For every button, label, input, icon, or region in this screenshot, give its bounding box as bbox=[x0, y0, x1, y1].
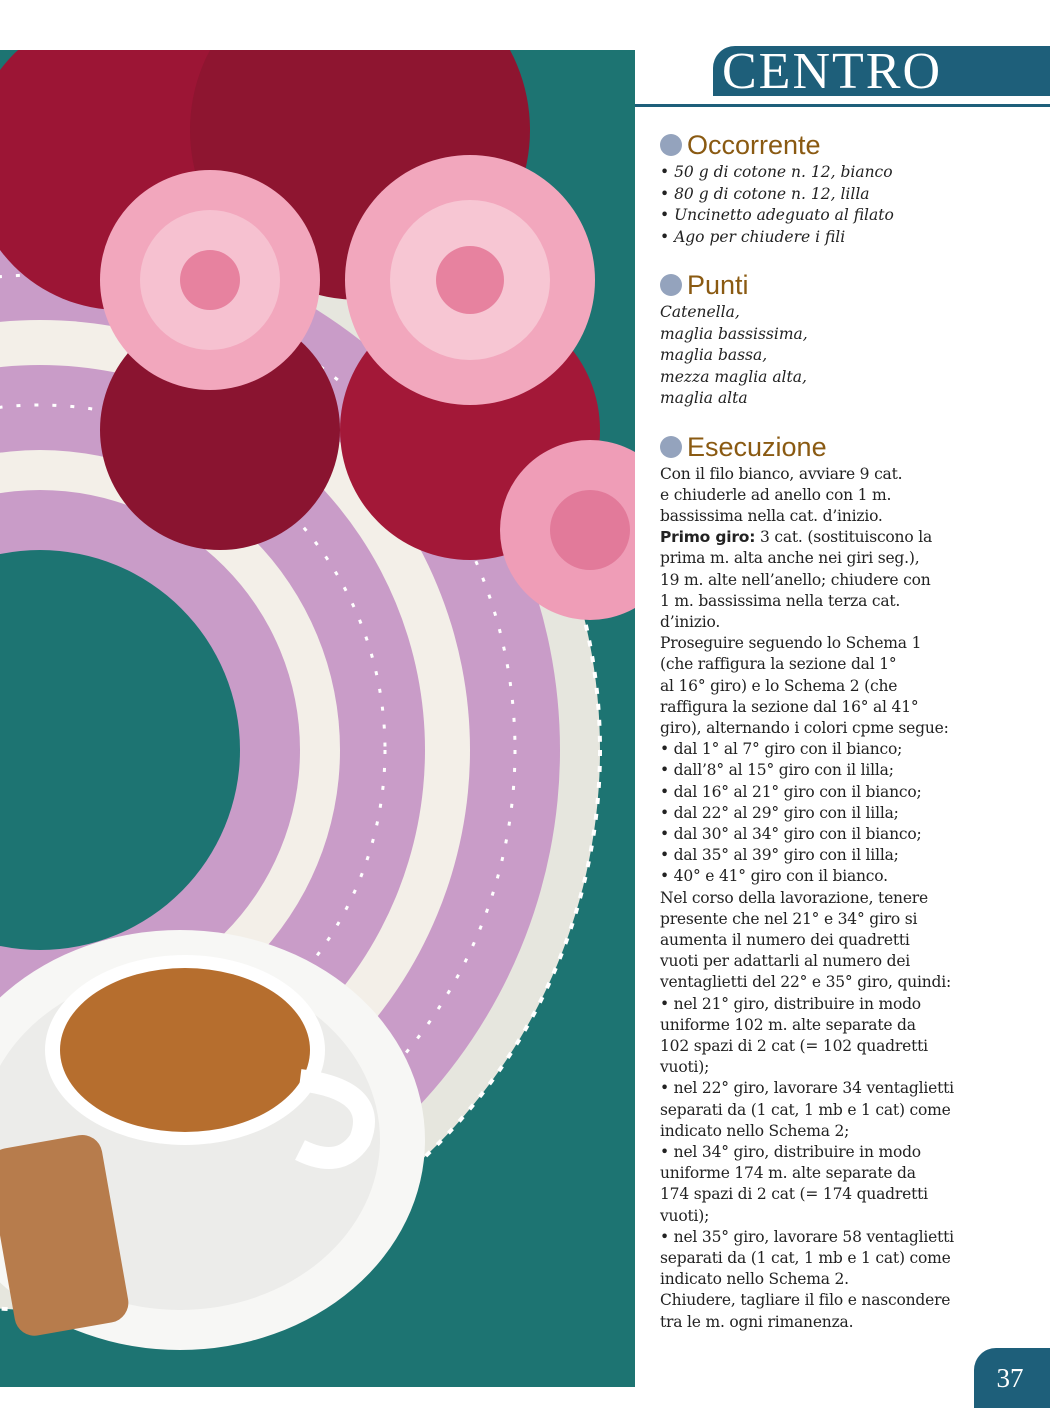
text-line: vuoti); bbox=[660, 1206, 710, 1225]
text-line: 174 spazi di 2 cat (= 174 quadretti bbox=[660, 1185, 928, 1204]
instructions-body bbox=[660, 464, 1035, 1333]
text-line: • dal 35° al 39° giro con il lilla; bbox=[660, 846, 899, 865]
heading-bullet-icon bbox=[660, 436, 682, 458]
text-line: ventaglietti del 22° e 35° giro, quindi: bbox=[660, 973, 952, 992]
text-line: separati da (1 cat, 1 mb e 1 cat) come bbox=[660, 1100, 951, 1119]
text-line: 19 m. alte nell’anello; chiudere con bbox=[660, 570, 931, 589]
text-line: uniforme 174 m. alte separate da bbox=[660, 1164, 916, 1183]
text-line: bassissima nella cat. d’inizio. bbox=[660, 506, 883, 525]
text-line: • nel 22° giro, lavorare 34 ventaglietti bbox=[660, 1079, 954, 1098]
bold-label: Primo giro: bbox=[660, 528, 756, 547]
text-line: uniforme 102 m. alte separate da bbox=[660, 1015, 916, 1034]
list-item: mezza maglia alta, bbox=[660, 367, 807, 386]
text-line: • dal 22° al 29° giro con il lilla; bbox=[660, 803, 899, 822]
text-line: giro), alternando i colori cpme segue: bbox=[660, 718, 949, 737]
heading-bullet-icon bbox=[660, 134, 682, 156]
text-line: Con il filo bianco, avviare 9 cat. bbox=[660, 464, 903, 483]
list-item: maglia bassissima, bbox=[660, 324, 808, 343]
text-line: • nel 21° giro, distribuire in modo bbox=[660, 994, 921, 1013]
text-line: 102 spazi di 2 cat (= 102 quadretti bbox=[660, 1036, 928, 1055]
section-title: Esecuzione bbox=[687, 431, 827, 462]
text-fragment: 3 cat. (sostituiscono la bbox=[759, 528, 932, 547]
stitches-list bbox=[660, 302, 1035, 410]
heading-bullet-icon bbox=[660, 274, 682, 296]
text-line-primo-giro bbox=[660, 527, 1035, 548]
list-item: Catenella, bbox=[660, 303, 740, 321]
text-line: d’inizio. bbox=[660, 612, 721, 631]
text-line: 1 m. bassissima nella terza cat. bbox=[660, 591, 901, 610]
section-occorrente-heading bbox=[660, 128, 1035, 162]
text-line: Chiudere, tagliare il filo e nascondere bbox=[660, 1291, 951, 1310]
section-esecuzione-heading bbox=[660, 430, 1035, 464]
header-rule bbox=[635, 104, 1050, 107]
text-line: (che raffigura la sezione dal 1° bbox=[660, 655, 897, 674]
text-line: • 40° e 41° giro con il bianco. bbox=[660, 867, 888, 886]
list-item: maglia alta bbox=[660, 389, 748, 407]
text-line: separati da (1 cat, 1 mb e 1 cat) come bbox=[660, 1249, 951, 1268]
text-line: • nel 35° giro, lavorare 58 ventaglietti bbox=[660, 1227, 954, 1246]
instructions-column bbox=[660, 128, 1035, 1333]
text-line: presente che nel 21° e 34° giro si bbox=[660, 909, 918, 928]
section-title: Occorrente bbox=[687, 130, 821, 160]
text-line: Nel corso della lavorazione, tenere bbox=[660, 888, 928, 907]
text-line: aumenta il numero dei quadretti bbox=[660, 930, 910, 949]
text-line: al 16° giro) e lo Schema 2 (che bbox=[660, 676, 898, 695]
text-line: • nel 34° giro, distribuire in modo bbox=[660, 1143, 921, 1161]
text-line: raffigura la sezione dal 16° al 41° bbox=[660, 697, 919, 716]
text-line: indicato nello Schema 2; bbox=[660, 1121, 850, 1140]
text-line: indicato nello Schema 2. bbox=[660, 1270, 849, 1289]
list-item: • Uncinetto adeguato al filato bbox=[660, 206, 894, 224]
materials-list bbox=[660, 162, 1035, 248]
text-line: • dal 1° al 7° giro con il bianco; bbox=[660, 740, 903, 759]
section-punti-heading bbox=[660, 268, 1035, 302]
text-line: prima m. alta anche nei giri seg.), bbox=[660, 549, 920, 568]
text-line: • dall’8° al 15° giro con il lilla; bbox=[660, 761, 894, 780]
list-item: maglia bassa, bbox=[660, 346, 768, 364]
text-line: vuoti per adattarli al numero dei bbox=[660, 952, 911, 971]
text-line: Proseguire seguendo lo Schema 1 bbox=[660, 634, 922, 653]
page-title: CENTRO bbox=[722, 43, 942, 100]
list-item: • 80 g di cotone n. 12, lilla bbox=[660, 184, 870, 203]
text-line: • dal 30° al 34° giro con il bianco; bbox=[660, 824, 922, 843]
list-item: • Ago per chiudere i fili bbox=[660, 227, 846, 246]
text-line: e chiuderle ad anello con 1 m. bbox=[660, 485, 892, 504]
text-line: vuoti); bbox=[660, 1058, 710, 1077]
list-item: • 50 g di cotone n. 12, bianco bbox=[660, 163, 893, 181]
page-number: 37 bbox=[996, 1363, 1024, 1393]
section-title: Punti bbox=[687, 270, 749, 300]
photo-doily-tea-flowers bbox=[0, 50, 635, 1387]
text-line: tra le m. ogni rimanenza. bbox=[660, 1312, 854, 1331]
text-line: • dal 16° al 21° giro con il bianco; bbox=[660, 782, 922, 801]
